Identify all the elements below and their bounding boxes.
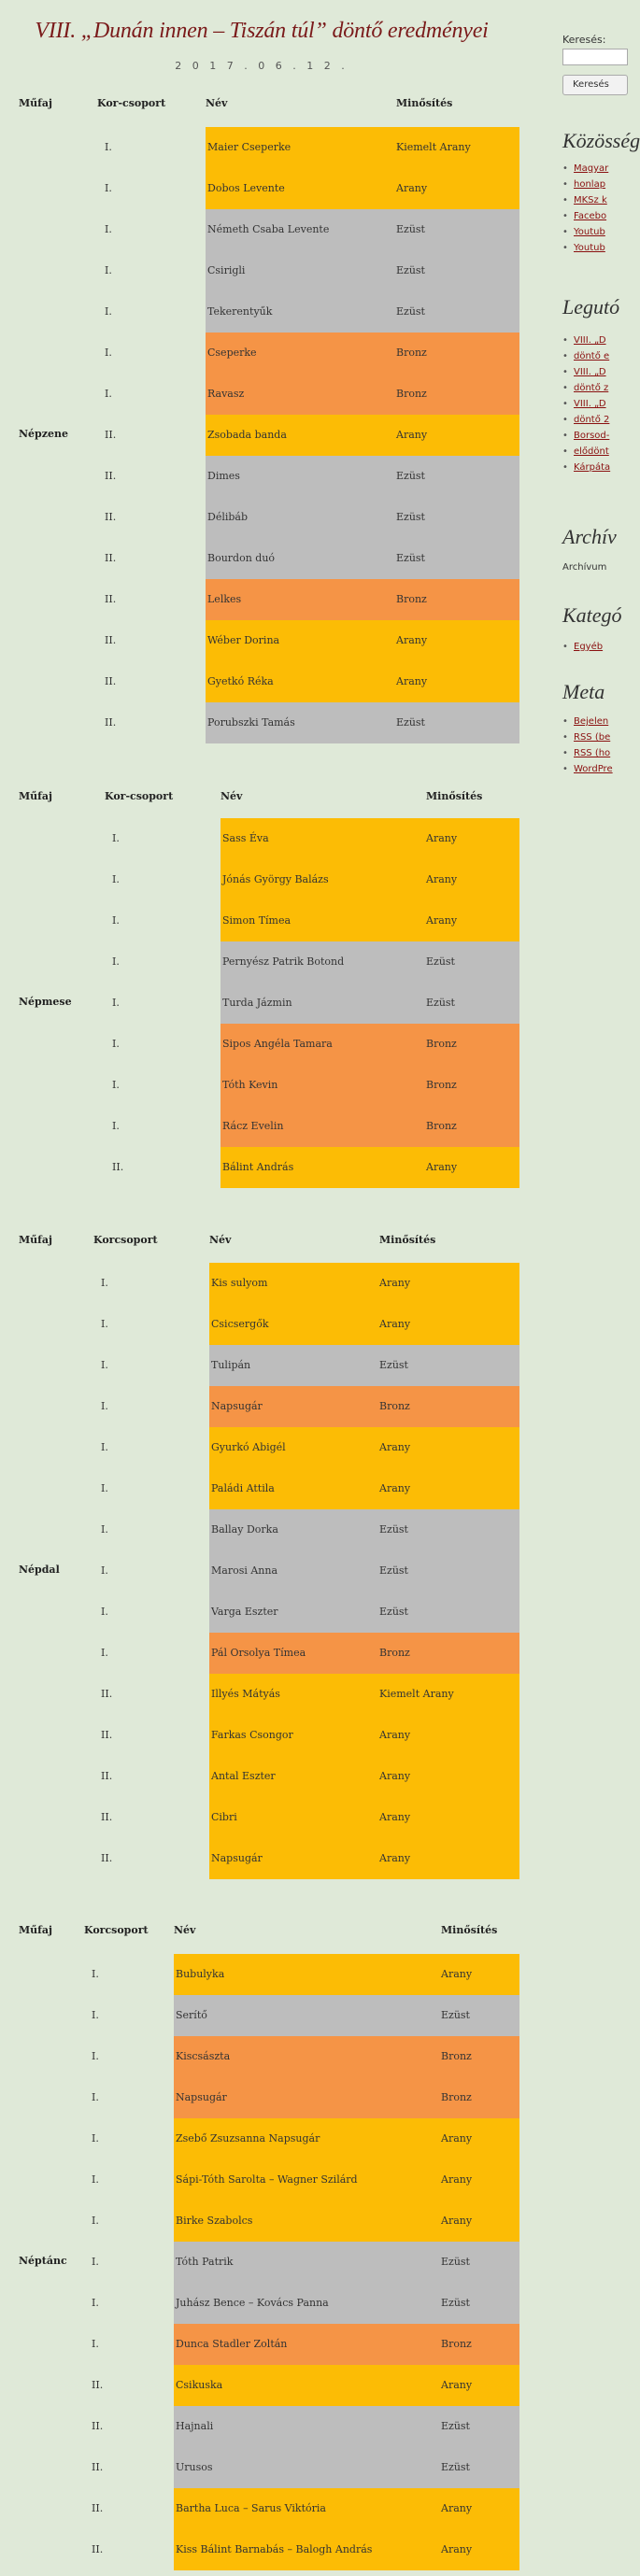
sidebar-link[interactable]: VIII. „D xyxy=(574,399,606,409)
row-age-group: II. xyxy=(105,552,117,564)
row-name: Sass Éva xyxy=(222,832,269,844)
row-name: Pál Orsolya Tímea xyxy=(211,1647,306,1659)
header-genre: Műfaj xyxy=(19,1924,53,1936)
sidebar-list-item xyxy=(562,161,637,177)
result-row xyxy=(0,1509,523,1550)
sidebar-link[interactable]: MKSz k xyxy=(574,195,607,205)
row-name: Bourdon duó xyxy=(207,552,276,564)
row-rating: Arany xyxy=(426,832,458,844)
sidebar-list-item xyxy=(562,745,637,761)
row-name: Csirigli xyxy=(207,264,246,276)
sidebar-list-item xyxy=(562,428,637,444)
result-row xyxy=(0,456,523,497)
result-row xyxy=(0,620,523,661)
row-age-group: I. xyxy=(101,1647,108,1659)
result-row xyxy=(0,941,523,983)
row-name: Dimes xyxy=(207,470,240,482)
row-age-group: I. xyxy=(92,2173,99,2186)
community-list xyxy=(562,161,637,256)
search-input[interactable] xyxy=(562,49,628,65)
row-rating: Ezüst xyxy=(396,552,425,564)
header-age-group: Korcsoport xyxy=(84,1924,149,1936)
row-age-group: II. xyxy=(92,2461,104,2473)
rating-band xyxy=(206,497,519,538)
row-name: Bálint András xyxy=(222,1161,294,1173)
sidebar-link[interactable]: Magyar xyxy=(574,163,609,174)
rating-band xyxy=(206,579,519,620)
sidebar-list-item xyxy=(562,364,637,380)
sidebar-list-item xyxy=(562,224,637,240)
rating-band xyxy=(206,250,519,291)
row-name: Cseperke xyxy=(207,347,257,359)
row-name: Csicsergők xyxy=(211,1318,269,1330)
sidebar xyxy=(562,0,640,2576)
genre-label: Népzene xyxy=(19,428,68,440)
row-rating: Arany xyxy=(441,2173,473,2186)
header-age-group: Korcsoport xyxy=(93,1234,158,1246)
row-name: Hajnali xyxy=(176,2420,214,2432)
row-rating: Bronz xyxy=(379,1400,410,1412)
result-row xyxy=(0,1386,523,1427)
row-name: Bubulyka xyxy=(176,1968,225,1980)
row-rating: Ezüst xyxy=(396,470,425,482)
row-name: Tekerentyűk xyxy=(207,305,273,318)
row-rating: Arany xyxy=(441,1968,473,1980)
row-age-group: I. xyxy=(112,832,120,844)
row-rating: Ezüst xyxy=(441,2461,470,2473)
row-rating: Arany xyxy=(379,1277,411,1289)
row-rating: Arany xyxy=(396,182,428,194)
row-age-group: II. xyxy=(101,1770,113,1782)
result-row xyxy=(0,1995,523,2036)
row-age-group: I. xyxy=(112,914,120,927)
row-age-group: II. xyxy=(112,1161,124,1173)
sidebar-link[interactable]: Borsod- xyxy=(574,431,610,441)
header-genre: Műfaj xyxy=(19,97,53,109)
result-row xyxy=(0,127,523,168)
row-name: Délibáb xyxy=(207,511,249,523)
row-name: Illyés Mátyás xyxy=(211,1688,280,1700)
row-rating: Arany xyxy=(379,1770,411,1782)
row-age-group: I. xyxy=(101,1441,108,1453)
row-name: Paládi Attila xyxy=(211,1482,275,1494)
categories-list xyxy=(562,639,637,655)
row-age-group: I. xyxy=(101,1564,108,1577)
row-name: Cibri xyxy=(211,1811,237,1823)
result-row xyxy=(0,209,523,250)
genre-label: Népdal xyxy=(19,1564,60,1576)
row-name: Tóth Patrik xyxy=(176,2256,234,2268)
row-rating: Bronz xyxy=(426,1038,457,1050)
genre-label: Néptánc xyxy=(19,2255,67,2267)
row-rating: Bronz xyxy=(396,593,427,605)
row-name: Kis sulyom xyxy=(211,1277,268,1289)
result-row xyxy=(0,2365,523,2406)
result-row xyxy=(0,2077,523,2118)
row-age-group: I. xyxy=(101,1482,108,1494)
result-row xyxy=(0,415,523,456)
row-age-group: I. xyxy=(112,997,120,1009)
row-rating: Arany xyxy=(426,873,458,885)
sidebar-link[interactable]: döntő 2 xyxy=(574,415,610,425)
row-age-group: II. xyxy=(105,634,117,646)
row-age-group: I. xyxy=(92,2256,99,2268)
sidebar-link[interactable]: Youtub xyxy=(574,227,605,237)
row-age-group: I. xyxy=(92,2050,99,2062)
row-rating: Bronz xyxy=(426,1079,457,1091)
row-rating: Kiemelt Arany xyxy=(396,141,471,153)
row-name: Napsugár xyxy=(176,2091,227,2103)
result-row xyxy=(0,1263,523,1304)
row-name: Birke Szabolcs xyxy=(176,2215,253,2227)
row-rating: Arany xyxy=(441,2379,473,2391)
sidebar-list-item xyxy=(562,396,637,412)
row-age-group: I. xyxy=(92,2009,99,2021)
sidebar-link[interactable]: honlap xyxy=(574,179,606,190)
result-row xyxy=(0,1756,523,1797)
sidebar-link[interactable]: Facebo xyxy=(574,211,607,221)
row-rating: Ezüst xyxy=(441,2009,470,2021)
sidebar-link[interactable]: Egyéb xyxy=(574,642,604,652)
header-name: Név xyxy=(206,97,228,109)
row-age-group: II. xyxy=(101,1729,113,1741)
row-rating: Arany xyxy=(441,2215,473,2227)
row-rating: Arany xyxy=(396,675,428,687)
row-age-group: II. xyxy=(105,511,117,523)
sidebar-link[interactable]: RSS (ho xyxy=(574,748,611,758)
result-row xyxy=(0,538,523,579)
result-row xyxy=(0,702,523,743)
row-name: Varga Eszter xyxy=(211,1606,278,1618)
row-rating: Ezüst xyxy=(396,305,425,318)
row-name: Serítő xyxy=(176,2009,207,2021)
rating-band xyxy=(206,374,519,415)
row-name: Marosi Anna xyxy=(211,1564,278,1577)
row-age-group: I. xyxy=(105,305,112,318)
row-rating: Arany xyxy=(426,1161,458,1173)
row-rating: Ezüst xyxy=(441,2297,470,2309)
row-age-group: II. xyxy=(92,2420,104,2432)
row-name: Zsebő Zsuzsanna Napsugár xyxy=(176,2132,320,2144)
row-name: Napsugár xyxy=(211,1852,263,1864)
row-name: Jónás György Balázs xyxy=(222,873,329,885)
sidebar-list-item xyxy=(562,177,637,192)
row-rating: Arany xyxy=(426,914,458,927)
result-row xyxy=(0,1345,523,1386)
result-row xyxy=(0,900,523,941)
row-age-group: I. xyxy=(101,1523,108,1536)
sidebar-link[interactable]: VIII. „D xyxy=(574,367,606,377)
rating-band xyxy=(209,1345,519,1386)
row-rating: Ezüst xyxy=(396,223,425,235)
result-row xyxy=(0,2242,523,2283)
row-name: Wéber Dorina xyxy=(207,634,280,646)
result-row xyxy=(0,2447,523,2488)
row-age-group: I. xyxy=(105,182,112,194)
row-age-group: I. xyxy=(112,955,120,968)
result-row xyxy=(0,661,523,702)
row-age-group: I. xyxy=(101,1400,108,1412)
row-rating: Arany xyxy=(379,1482,411,1494)
result-row xyxy=(0,1954,523,1995)
genre-label: Népmese xyxy=(19,996,72,1008)
result-row xyxy=(0,1427,523,1468)
row-rating: Arany xyxy=(379,1811,411,1823)
row-name: Urusos xyxy=(176,2461,213,2473)
sidebar-list-item xyxy=(562,639,637,655)
row-age-group: I. xyxy=(92,2132,99,2144)
row-rating: Ezüst xyxy=(379,1523,408,1536)
row-age-group: II. xyxy=(92,2379,104,2391)
row-age-group: I. xyxy=(105,388,112,400)
row-age-group: II. xyxy=(92,2543,104,2555)
sidebar-link[interactable]: VIII. „D xyxy=(574,335,606,346)
row-rating: Ezüst xyxy=(441,2256,470,2268)
result-row xyxy=(0,2118,523,2159)
archive-dropdown[interactable]: Archívum xyxy=(562,562,607,573)
row-rating: Bronz xyxy=(426,1120,457,1132)
row-rating: Arany xyxy=(441,2132,473,2144)
sidebar-list-item xyxy=(562,192,637,208)
row-name: Dobos Levente xyxy=(207,182,285,194)
result-row xyxy=(0,2201,523,2242)
row-name: Sápi-Tóth Sarolta – Wagner Szilárd xyxy=(176,2173,358,2186)
row-rating: Arany xyxy=(396,429,428,441)
row-rating: Bronz xyxy=(441,2091,472,2103)
row-age-group: I. xyxy=(112,1038,120,1050)
row-rating: Bronz xyxy=(379,1647,410,1659)
result-row xyxy=(0,333,523,374)
sidebar-list-item xyxy=(562,240,637,256)
result-row xyxy=(0,1106,523,1147)
row-name: Pernyész Patrik Botond xyxy=(222,955,345,968)
row-rating: Ezüst xyxy=(396,511,425,523)
row-rating: Arany xyxy=(379,1441,411,1453)
result-row xyxy=(0,579,523,620)
row-name: Gyetkó Réka xyxy=(207,675,274,687)
row-rating: Ezüst xyxy=(379,1606,408,1618)
row-rating: Ezüst xyxy=(426,955,455,968)
row-name: Sipos Angéla Tamara xyxy=(222,1038,333,1050)
row-name: Napsugár xyxy=(211,1400,263,1412)
sidebar-link[interactable]: WordPre xyxy=(574,764,613,774)
result-row xyxy=(0,1024,523,1065)
row-name: Ravasz xyxy=(207,388,245,400)
result-row xyxy=(0,250,523,291)
meta-list xyxy=(562,714,637,777)
row-age-group: I. xyxy=(92,2215,99,2227)
row-name: Simon Tímea xyxy=(222,914,292,927)
row-rating: Arany xyxy=(441,2543,473,2555)
row-age-group: I. xyxy=(92,2297,99,2309)
row-age-group: II. xyxy=(105,429,117,441)
row-name: Zsobada banda xyxy=(207,429,287,441)
row-name: Juhász Bence – Kovács Panna xyxy=(176,2297,329,2309)
header-rating: Minősítés xyxy=(379,1234,436,1246)
sidebar-link[interactable]: elődönt xyxy=(574,446,609,457)
result-row xyxy=(0,497,523,538)
row-age-group: II. xyxy=(101,1811,113,1823)
row-name: Lelkes xyxy=(207,593,242,605)
row-rating: Arany xyxy=(379,1852,411,1864)
row-age-group: I. xyxy=(112,1120,120,1132)
row-name: Turda Jázmin xyxy=(222,997,292,1009)
row-name: Kiss Bálint Barnabás – Balogh András xyxy=(176,2543,373,2555)
header-rating: Minősítés xyxy=(426,790,483,802)
row-age-group: I. xyxy=(105,141,112,153)
header-rating: Minősítés xyxy=(441,1924,498,1936)
row-age-group: I. xyxy=(101,1359,108,1371)
row-age-group: I. xyxy=(112,1079,120,1091)
row-age-group: I. xyxy=(101,1606,108,1618)
header-name: Név xyxy=(220,790,243,802)
row-name: Antal Eszter xyxy=(211,1770,276,1782)
row-name: Gyurkó Abigél xyxy=(211,1441,286,1453)
row-rating: Kiemelt Arany xyxy=(379,1688,454,1700)
row-rating: Arany xyxy=(396,634,428,646)
search-label: Keresés: xyxy=(562,34,606,46)
row-age-group: II. xyxy=(101,1852,113,1864)
row-age-group: I. xyxy=(92,1968,99,1980)
row-name: Dunca Stadler Zoltán xyxy=(176,2338,288,2350)
result-row xyxy=(0,1550,523,1592)
result-row xyxy=(0,374,523,415)
archive-heading: Archív xyxy=(562,525,617,548)
row-rating: Ezüst xyxy=(379,1359,408,1371)
result-row xyxy=(0,2406,523,2447)
row-age-group: I. xyxy=(92,2338,99,2350)
result-row xyxy=(0,1633,523,1674)
result-row xyxy=(0,1147,523,1188)
row-age-group: I. xyxy=(101,1277,108,1289)
sidebar-link[interactable]: Kárpáta xyxy=(574,462,611,473)
row-name: Németh Csaba Levente xyxy=(207,223,330,235)
row-age-group: II. xyxy=(105,593,117,605)
sidebar-list-item xyxy=(562,412,637,428)
row-rating: Bronz xyxy=(441,2050,472,2062)
sidebar-list-item xyxy=(562,761,637,777)
sidebar-list-item xyxy=(562,333,637,348)
result-row xyxy=(0,1674,523,1715)
row-rating: Bronz xyxy=(441,2338,472,2350)
sidebar-list-item xyxy=(562,714,637,729)
sidebar-list-item xyxy=(562,460,637,475)
row-name: Maier Cseperke xyxy=(207,141,292,153)
community-heading: Közösség xyxy=(562,129,640,152)
result-row xyxy=(0,1838,523,1879)
row-rating: Arany xyxy=(379,1318,411,1330)
header-rating: Minősítés xyxy=(396,97,453,109)
row-age-group: II. xyxy=(105,675,117,687)
meta-heading: Meta xyxy=(562,680,605,703)
row-name: Ballay Dorka xyxy=(211,1523,278,1536)
result-row xyxy=(0,1304,523,1345)
result-row xyxy=(0,1065,523,1106)
sidebar-list-item xyxy=(562,380,637,396)
result-row xyxy=(0,1797,523,1838)
result-row xyxy=(0,2529,523,2570)
result-row xyxy=(0,2324,523,2365)
header-age-group: Kor-csoport xyxy=(97,97,166,109)
result-row xyxy=(0,818,523,859)
row-rating: Ezüst xyxy=(396,716,425,729)
sidebar-link[interactable]: Bejelen xyxy=(574,716,609,727)
result-row xyxy=(0,291,523,333)
row-age-group: I. xyxy=(105,264,112,276)
sidebar-link[interactable]: RSS (be xyxy=(574,732,611,743)
result-row xyxy=(0,2488,523,2529)
rating-band xyxy=(209,1797,519,1838)
result-row xyxy=(0,859,523,900)
header-age-group: Kor-csoport xyxy=(105,790,174,802)
row-name: Rácz Evelin xyxy=(222,1120,284,1132)
recent-posts-list xyxy=(562,333,637,475)
row-name: Tulipán xyxy=(211,1359,251,1371)
page-title: VIII. „Dunán innen – Tiszán túl” döntő eredményei xyxy=(35,19,489,43)
row-age-group: I. xyxy=(101,1318,108,1330)
header-genre: Műfaj xyxy=(19,1234,53,1246)
row-rating: Ezüst xyxy=(379,1564,408,1577)
row-name: Farkas Csongor xyxy=(211,1729,293,1741)
row-age-group: II. xyxy=(92,2502,104,2514)
row-rating: Bronz xyxy=(396,388,427,400)
header-genre: Műfaj xyxy=(19,790,53,802)
result-row xyxy=(0,168,523,209)
result-row xyxy=(0,983,523,1024)
row-name: Kiscsászta xyxy=(176,2050,231,2062)
sidebar-link[interactable]: Youtub xyxy=(574,243,605,253)
row-age-group: I. xyxy=(105,223,112,235)
search-button[interactable]: Keresés xyxy=(562,75,628,95)
result-row xyxy=(0,2159,523,2201)
result-row xyxy=(0,1592,523,1633)
row-name: Tóth Kevin xyxy=(222,1079,278,1091)
sidebar-list-item xyxy=(562,208,637,224)
row-name: Porubszki Tamás xyxy=(207,716,295,729)
row-name: Csikuska xyxy=(176,2379,223,2391)
row-name: Bartha Luca – Sarus Viktória xyxy=(176,2502,326,2514)
row-rating: Ezüst xyxy=(396,264,425,276)
result-row xyxy=(0,1715,523,1756)
post-date: 2 0 1 7 . 0 6 . 1 2 . xyxy=(175,60,348,72)
row-rating: Bronz xyxy=(396,347,427,359)
row-rating: Ezüst xyxy=(441,2420,470,2432)
row-rating: Arany xyxy=(379,1729,411,1741)
row-age-group: I. xyxy=(112,873,120,885)
result-row xyxy=(0,1468,523,1509)
sidebar-link[interactable]: döntő e xyxy=(574,351,610,361)
row-age-group: I. xyxy=(92,2091,99,2103)
sidebar-list-item xyxy=(562,729,637,745)
row-age-group: II. xyxy=(105,716,117,729)
header-name: Név xyxy=(209,1234,232,1246)
rating-band xyxy=(206,456,519,497)
row-age-group: II. xyxy=(105,470,117,482)
header-name: Név xyxy=(174,1924,196,1936)
categories-heading: Kategó xyxy=(562,603,622,627)
row-age-group: II. xyxy=(101,1688,113,1700)
sidebar-link[interactable]: döntő z xyxy=(574,383,609,393)
row-rating: Arany xyxy=(441,2502,473,2514)
sidebar-list-item xyxy=(562,444,637,460)
sidebar-list-item xyxy=(562,348,637,364)
row-rating: Ezüst xyxy=(426,997,455,1009)
recent-posts-heading: Legutó xyxy=(562,295,620,318)
row-age-group: I. xyxy=(105,347,112,359)
result-row xyxy=(0,2036,523,2077)
result-row xyxy=(0,2283,523,2324)
